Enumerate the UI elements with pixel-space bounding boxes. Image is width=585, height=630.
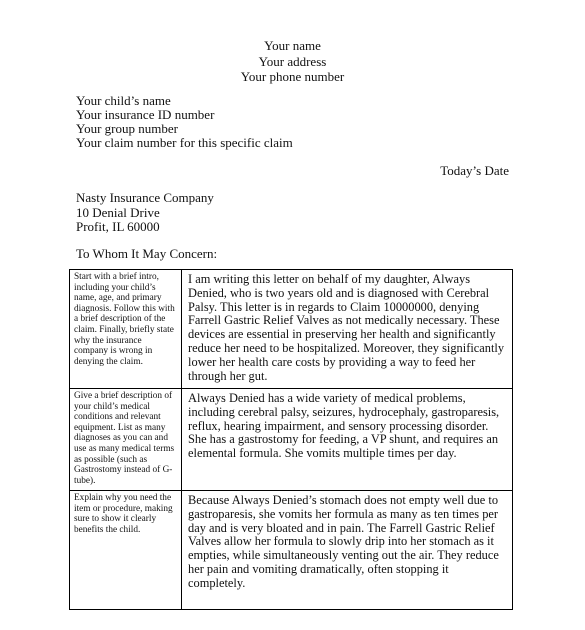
recipient-company: Nasty Insurance Company — [76, 190, 214, 205]
guidance-note: Give a brief description of your child’s medical conditions and relevant equipment. List as many diagnoses as you can and use as many medical terms as possible (such as Gastrostomy instead of G-tube). — [70, 389, 182, 491]
sender-phone: Your phone number — [240, 69, 345, 84]
child-name: Your child’s name — [76, 93, 171, 108]
recipient-block — [76, 191, 214, 235]
sender-address: Your address — [258, 53, 327, 69]
child-info-block — [76, 94, 293, 150]
letter-date: Today’s Date — [440, 163, 509, 178]
claim-number: Your claim number for this specific claim — [76, 135, 293, 150]
table-row — [70, 491, 513, 610]
sender-block — [0, 38, 585, 85]
table-row — [70, 389, 513, 491]
letter-paragraph: Because Always Denied’s stomach does not empty well due to gastroparesis, she vomits her formula as many as ten times per day and is very bloated and in pain. The Farrell Gastric Relief Valves allow her formula to slowly drip into her stomach as it empties, while simultaneously venting out the air. They reduce her pain and vomiting dramatically, often stopping it completely. — [182, 491, 513, 610]
guidance-note: Explain why you need the item or procedure, making sure to show it clearly benefits the child. — [70, 491, 182, 610]
table-row — [70, 270, 513, 389]
recipient-city: Profit, IL 60000 — [76, 219, 160, 234]
guidance-note: Start with a brief intro, including your child’s name, age, and primary diagnosis. Follow this with a brief description of the claim. Finally, briefly state why the insurance company is wrong in denying the claim. — [70, 270, 182, 389]
group-number: Your group number — [76, 121, 178, 136]
letter-paragraph: Always Denied has a wide variety of medical problems, including cerebral palsy, seizures, hydrocephaly, gastroparesis, reflux, hearing impairment, and sensory processing disorder. She has a gastrostomy for feeding, a VP shunt, and requires an elemental formula. She vomits multiple times per day. — [182, 389, 513, 491]
salutation: To Whom It May Concern: — [76, 246, 218, 261]
letter-paragraph: I am writing this letter on behalf of my daughter, Always Denied, who is two years old and is diagnosed with Cerebral Palsy. This letter is in regards to Claim 10000000, denying Farrell Gastric Relief Valves as not medically necessary. These devices are essential in preserving her health and significantly reduce her need to be hospitalized. Moreover, they significantly lower her health care costs by providing a way to feed her through her gut. — [182, 270, 513, 389]
claim-letter-table — [69, 269, 513, 610]
recipient-street: 10 Denial Drive — [76, 204, 160, 220]
insurance-id: Your insurance ID number — [76, 107, 215, 122]
sender-name: Your name — [264, 38, 321, 53]
